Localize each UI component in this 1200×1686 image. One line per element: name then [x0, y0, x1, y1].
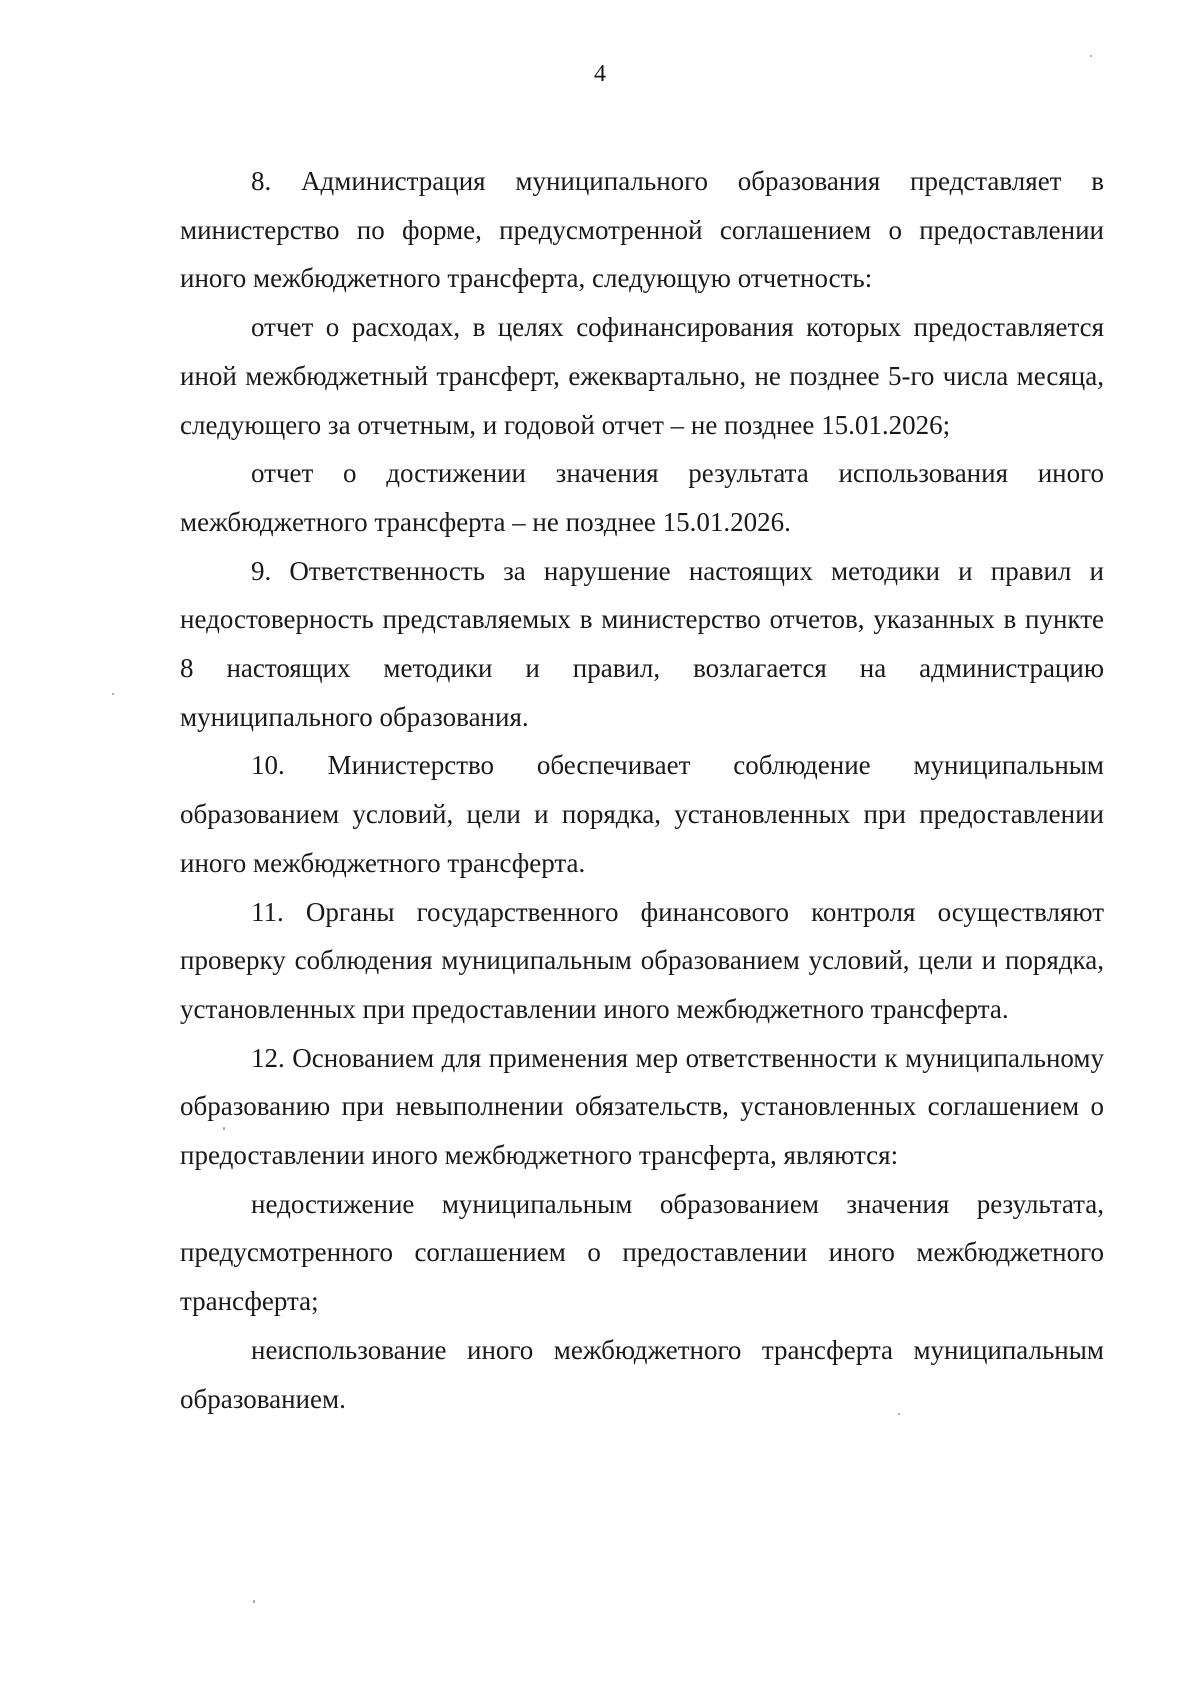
paragraph-12-non-achievement: недостижение муниципальным образованием значения результата, предусмотренного соглашением о предоставлении иного межбюджетного трансферта;: [180, 1188, 1104, 1317]
paragraph-9: 9. Ответственность за нарушение настоящих методики и правил и недостоверность представляемых в министерство отчетов, указанных в пункте 8 настоящих методики и правил, возлагается на администрацию муниципального образования.: [180, 555, 1104, 732]
document-body: [180, 157, 1104, 1423]
paragraph-12: 12. Основанием для применения мер ответственности к муниципальному образованию при невыполнении обязательств, установленных соглашением о предоставлении иного межбюджетного трансферта, являются:: [180, 1042, 1104, 1171]
paragraph-8-result-report: отчет о достижении значения результата использования иного межбюджетного трансферта – не позднее 15.01.2026.: [180, 458, 1104, 537]
scan-speck: [898, 1413, 900, 1415]
paragraph-11: 11. Органы государственного финансового контроля осуществляют проверку соблюдения муниципальным образованием условий, цели и порядка, установленных при предоставлении иного межбюджетного трансферта.: [180, 896, 1104, 1024]
paragraph-12-non-use: неиспользование иного межбюджетного трансферта муниципальным образованием.: [180, 1334, 1104, 1414]
scan-speck: [1090, 55, 1092, 57]
paragraph-8: 8. Администрация муниципального образования представляет в министерство по форме, предусмотренной соглашением о предоставлении иного межбюджетного трансферта, следующую отчетность:: [180, 166, 1104, 294]
scan-speck: [112, 693, 114, 695]
page-number: 4: [594, 61, 606, 87]
scan-speck: [223, 1127, 225, 1130]
paragraph-8-expense-report: отчет о расходах, в целях софинансирования которых предоставляется иной межбюджетный трансферт, ежеквартально, не позднее 5-го числа месяца, следующего за отчетным, и годовой отчет – не позднее 15.01.2026;: [180, 312, 1104, 440]
scan-speck: [253, 1600, 255, 1603]
paragraph-10: 10. Министерство обеспечивает соблюдение муниципальным образованием условий, цели и порядка, установленных при предоставлении иного межбюджетного трансферта.: [180, 750, 1104, 878]
